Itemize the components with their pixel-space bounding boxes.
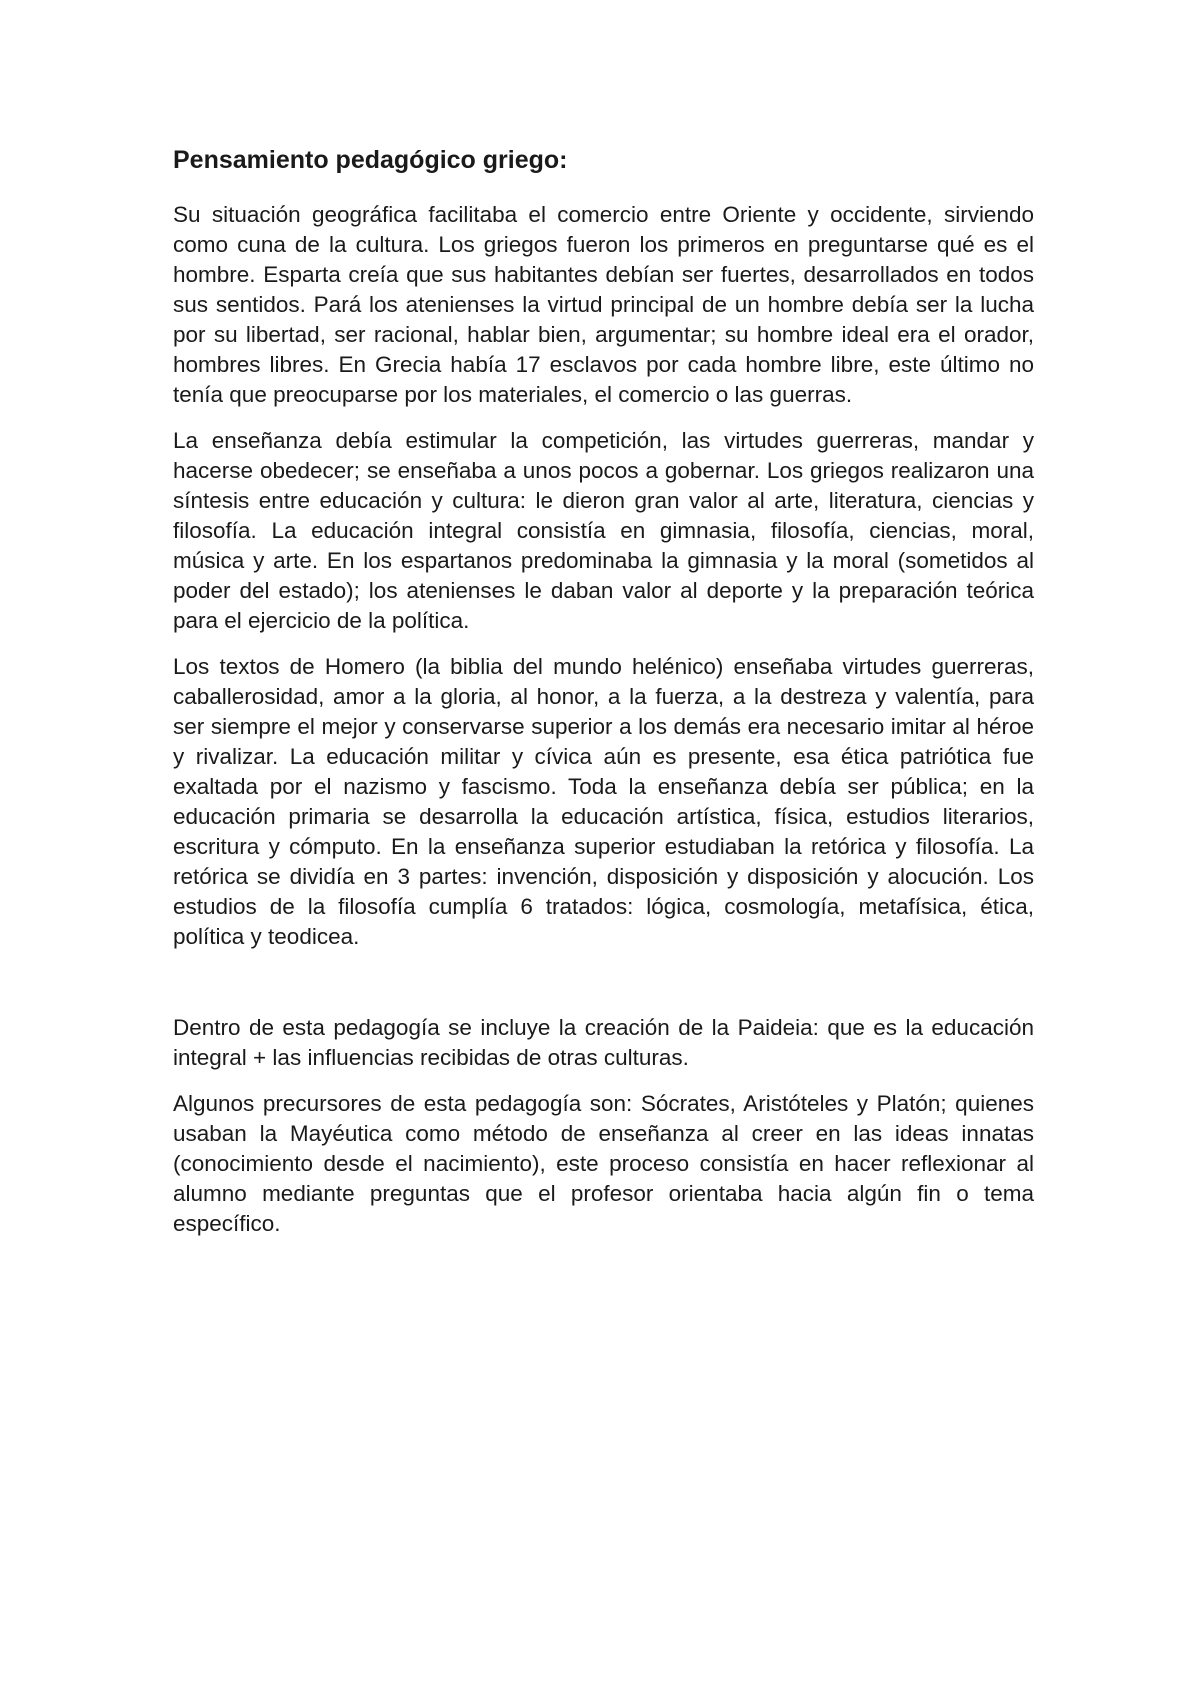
- document-title: Pensamiento pedagógico griego:: [173, 146, 568, 174]
- paragraph-precursors: Algunos precursores de esta pedagogía son: Sócrates, Aristóteles y Platón; quienes usaban la Mayéutica como método de enseñanza al creer en las ideas innatas (conocimiento desde el nacimiento), este proceso consistía en hacer reflexionar al alumno mediante preguntas que el profesor orientaba hacia algún fin o tema específico.: [173, 1091, 1034, 1236]
- paragraph-homer: Los textos de Homero (la biblia del mundo helénico) enseñaba virtudes guerreras, caballerosidad, amor a la gloria, al honor, a la fuerza, a la destreza y valentía, para ser siempre el mejor y conservarse superior a los demás era necesario imitar al héroe y rivalizar. La educación militar y cívica aún es presente, esa ética patriótica fue exaltada por el nazismo y fascismo. Toda la enseñanza debía ser pública; en la educación primaria se desarrolla la educación artística, física, estudios literarios, escritura y cómputo. En la enseñanza superior estudiaban la retórica y filosofía. La retórica se dividía en 3 partes: invención, disposición y disposición y alocución. Los estudios de la filosofía cumplía 6 tratados: lógica, cosmología, metafísica, ética, política y teodicea.: [173, 654, 1034, 949]
- paragraph-paideia: Dentro de esta pedagogía se incluye la creación de la Paideia: que es la educación integral + las influencias recibidas de otras culturas.: [173, 1015, 1034, 1070]
- document-page: [173, 140, 1034, 1255]
- blank-line: [173, 968, 1034, 1013]
- paragraph-teaching: La enseñanza debía estimular la competición, las virtudes guerreras, mandar y hacerse obedecer; se enseñaba a unos pocos a gobernar. Los griegos realizaron una síntesis entre educación y cultura: le dieron gran valor al arte, literatura, ciencias y filosofía. La educación integral consistía en gimnasia, filosofía, ciencias, moral, música y arte. En los espartanos predominaba la gimnasia y la moral (sometidos al poder del estado); los atenienses le daban valor al deporte y la preparación teórica para el ejercicio de la política.: [173, 428, 1034, 633]
- paragraph-geography: Su situación geográfica facilitaba el comercio entre Oriente y occidente, sirviendo como cuna de la cultura. Los griegos fueron los primeros en preguntarse qué es el hombre. Esparta creía que sus habitantes debían ser fuertes, desarrollados en todos sus sentidos. Pará los atenienses la virtud principal de un hombre debía ser la lucha por su libertad, ser racional, hablar bien, argumentar; su hombre ideal era el orador, hombres libres. En Grecia había 17 esclavos por cada hombre libre, este último no tenía que preocuparse por los materiales, el comercio o las guerras.: [173, 202, 1034, 407]
